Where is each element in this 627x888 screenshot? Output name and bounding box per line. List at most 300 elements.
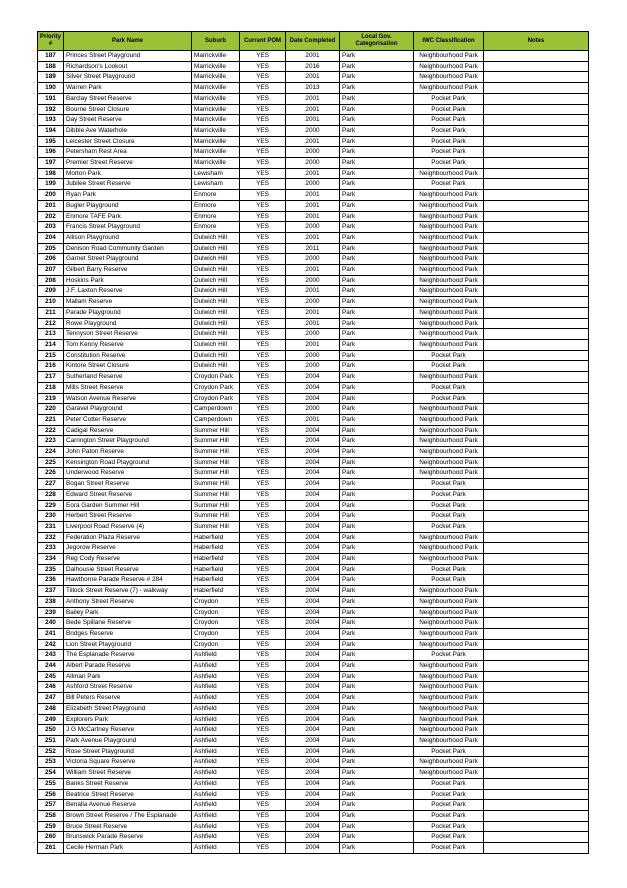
header-notes: Notes bbox=[484, 32, 589, 51]
notes-cell bbox=[484, 318, 589, 329]
iwc-classification-cell: Neighbourhood Park bbox=[414, 404, 484, 415]
current-pom-cell: YES bbox=[240, 158, 286, 169]
priority-cell: 257 bbox=[38, 800, 64, 811]
date-completed-cell: 2004 bbox=[286, 511, 340, 522]
date-completed-cell: 2001 bbox=[286, 104, 340, 115]
priority-cell: 255 bbox=[38, 778, 64, 789]
notes-cell bbox=[484, 661, 589, 672]
iwc-classification-cell: Pocket Park bbox=[414, 147, 484, 158]
notes-cell bbox=[484, 778, 589, 789]
priority-cell: 209 bbox=[38, 286, 64, 297]
categorisation-cell: Park bbox=[340, 147, 414, 158]
iwc-classification-cell: Pocket Park bbox=[414, 136, 484, 147]
date-completed-cell: 2004 bbox=[286, 393, 340, 404]
table-row bbox=[38, 265, 589, 276]
current-pom-cell: YES bbox=[240, 361, 286, 372]
iwc-classification-cell: Pocket Park bbox=[414, 575, 484, 586]
header-current-pom: Current POM bbox=[240, 32, 286, 51]
priority-cell: 230 bbox=[38, 511, 64, 522]
suburb-cell: Dulwich Hill bbox=[192, 361, 240, 372]
iwc-classification-cell: Neighbourhood Park bbox=[414, 51, 484, 62]
iwc-classification-cell: Neighbourhood Park bbox=[414, 757, 484, 768]
suburb-cell: Haberfield bbox=[192, 586, 240, 597]
current-pom-cell: YES bbox=[240, 372, 286, 383]
suburb-cell: Ashfield bbox=[192, 682, 240, 693]
table-row bbox=[38, 468, 589, 479]
park-name-cell: Premier Street Reserve bbox=[64, 158, 192, 169]
suburb-cell: Croydon bbox=[192, 639, 240, 650]
priority-cell: 237 bbox=[38, 586, 64, 597]
iwc-classification-cell: Pocket Park bbox=[414, 778, 484, 789]
park-name-cell: Tom Kenny Reserve bbox=[64, 339, 192, 350]
iwc-classification-cell: Pocket Park bbox=[414, 521, 484, 532]
table-row bbox=[38, 714, 589, 725]
current-pom-cell: YES bbox=[240, 211, 286, 222]
table-row bbox=[38, 83, 589, 94]
iwc-classification-cell: Pocket Park bbox=[414, 361, 484, 372]
notes-cell bbox=[484, 543, 589, 554]
date-completed-cell: 2004 bbox=[286, 810, 340, 821]
iwc-classification-cell: Neighbourhood Park bbox=[414, 211, 484, 222]
table-row bbox=[38, 746, 589, 757]
table-row bbox=[38, 693, 589, 704]
current-pom-cell: YES bbox=[240, 125, 286, 136]
park-name-cell: Dibble Ave Waterhole bbox=[64, 125, 192, 136]
priority-cell: 190 bbox=[38, 83, 64, 94]
priority-cell: 212 bbox=[38, 318, 64, 329]
park-name-cell: Parade Playground bbox=[64, 307, 192, 318]
suburb-cell: Marrickville bbox=[192, 147, 240, 158]
categorisation-cell: Park bbox=[340, 179, 414, 190]
date-completed-cell: 2004 bbox=[286, 618, 340, 629]
notes-cell bbox=[484, 618, 589, 629]
priority-cell: 225 bbox=[38, 457, 64, 468]
date-completed-cell: 2001 bbox=[286, 232, 340, 243]
priority-cell: 259 bbox=[38, 821, 64, 832]
table-row bbox=[38, 586, 589, 597]
iwc-classification-cell: Neighbourhood Park bbox=[414, 543, 484, 554]
priority-cell: 251 bbox=[38, 736, 64, 747]
park-name-cell: Rose Street Playground bbox=[64, 746, 192, 757]
table-row bbox=[38, 457, 589, 468]
current-pom-cell: YES bbox=[240, 115, 286, 126]
notes-cell bbox=[484, 800, 589, 811]
date-completed-cell: 2004 bbox=[286, 382, 340, 393]
park-name-cell: Allison Playground bbox=[64, 232, 192, 243]
suburb-cell: Marrickville bbox=[192, 61, 240, 72]
categorisation-cell: Park bbox=[340, 436, 414, 447]
notes-cell bbox=[484, 693, 589, 704]
priority-cell: 210 bbox=[38, 297, 64, 308]
suburb-cell: Lewisham bbox=[192, 168, 240, 179]
notes-cell bbox=[484, 682, 589, 693]
suburb-cell: Marrickville bbox=[192, 72, 240, 83]
table-row bbox=[38, 297, 589, 308]
table-row bbox=[38, 179, 589, 190]
current-pom-cell: YES bbox=[240, 425, 286, 436]
date-completed-cell: 2000 bbox=[286, 329, 340, 340]
categorisation-cell: Park bbox=[340, 650, 414, 661]
categorisation-cell: Park bbox=[340, 158, 414, 169]
notes-cell bbox=[484, 265, 589, 276]
categorisation-cell: Park bbox=[340, 190, 414, 201]
date-completed-cell: 2004 bbox=[286, 372, 340, 383]
current-pom-cell: YES bbox=[240, 83, 286, 94]
table-row bbox=[38, 404, 589, 415]
iwc-classification-cell: Neighbourhood Park bbox=[414, 414, 484, 425]
iwc-classification-cell: Neighbourhood Park bbox=[414, 682, 484, 693]
notes-cell bbox=[484, 393, 589, 404]
notes-cell bbox=[484, 232, 589, 243]
current-pom-cell: YES bbox=[240, 693, 286, 704]
park-name-cell: Jubilee Street Reserve bbox=[64, 179, 192, 190]
categorisation-cell: Park bbox=[340, 725, 414, 736]
categorisation-cell: Park bbox=[340, 832, 414, 843]
notes-cell bbox=[484, 158, 589, 169]
notes-cell bbox=[484, 51, 589, 62]
park-name-cell: Reg Cody Reserve bbox=[64, 554, 192, 565]
priority-cell: 258 bbox=[38, 810, 64, 821]
table-row bbox=[38, 768, 589, 779]
iwc-classification-cell: Neighbourhood Park bbox=[414, 671, 484, 682]
table-row bbox=[38, 650, 589, 661]
iwc-classification-cell: Neighbourhood Park bbox=[414, 468, 484, 479]
park-name-cell: Petersham Rest Area bbox=[64, 147, 192, 158]
date-completed-cell: 2000 bbox=[286, 275, 340, 286]
iwc-classification-cell: Neighbourhood Park bbox=[414, 190, 484, 201]
iwc-classification-cell: Neighbourhood Park bbox=[414, 254, 484, 265]
current-pom-cell: YES bbox=[240, 72, 286, 83]
notes-cell bbox=[484, 479, 589, 490]
date-completed-cell: 2004 bbox=[286, 671, 340, 682]
iwc-classification-cell: Neighbourhood Park bbox=[414, 83, 484, 94]
current-pom-cell: YES bbox=[240, 447, 286, 458]
notes-cell bbox=[484, 425, 589, 436]
priority-cell: 246 bbox=[38, 682, 64, 693]
notes-cell bbox=[484, 521, 589, 532]
categorisation-cell: Park bbox=[340, 736, 414, 747]
categorisation-cell: Park bbox=[340, 211, 414, 222]
priority-cell: 236 bbox=[38, 575, 64, 586]
table-row bbox=[38, 521, 589, 532]
suburb-cell: Summer Hill bbox=[192, 500, 240, 511]
date-completed-cell: 2001 bbox=[286, 72, 340, 83]
priority-cell: 240 bbox=[38, 618, 64, 629]
categorisation-cell: Park bbox=[340, 768, 414, 779]
priority-cell: 214 bbox=[38, 339, 64, 350]
notes-cell bbox=[484, 821, 589, 832]
table-row bbox=[38, 661, 589, 672]
categorisation-cell: Park bbox=[340, 136, 414, 147]
priority-cell: 218 bbox=[38, 382, 64, 393]
priority-cell: 239 bbox=[38, 607, 64, 618]
current-pom-cell: YES bbox=[240, 265, 286, 276]
current-pom-cell: YES bbox=[240, 200, 286, 211]
park-name-cell: Beatrice Street Reserve bbox=[64, 789, 192, 800]
current-pom-cell: YES bbox=[240, 190, 286, 201]
categorisation-cell: Park bbox=[340, 671, 414, 682]
current-pom-cell: YES bbox=[240, 61, 286, 72]
park-name-cell: Allman Park bbox=[64, 671, 192, 682]
iwc-classification-cell: Neighbourhood Park bbox=[414, 168, 484, 179]
categorisation-cell: Park bbox=[340, 361, 414, 372]
park-name-cell: Hawthorne Parade Reserve # 284 bbox=[64, 575, 192, 586]
notes-cell bbox=[484, 339, 589, 350]
table-row bbox=[38, 339, 589, 350]
date-completed-cell: 2001 bbox=[286, 93, 340, 104]
park-name-cell: Eora Garden Summer Hill bbox=[64, 500, 192, 511]
current-pom-cell: YES bbox=[240, 810, 286, 821]
park-name-cell: Explorers Park bbox=[64, 714, 192, 725]
priority-cell: 216 bbox=[38, 361, 64, 372]
suburb-cell: Ashfield bbox=[192, 821, 240, 832]
categorisation-cell: Park bbox=[340, 821, 414, 832]
date-completed-cell: 2004 bbox=[286, 607, 340, 618]
iwc-classification-cell: Neighbourhood Park bbox=[414, 457, 484, 468]
current-pom-cell: YES bbox=[240, 136, 286, 147]
park-name-cell: Silver Street Playground bbox=[64, 72, 192, 83]
park-name-cell: Brunswick Parade Reserve bbox=[64, 832, 192, 843]
suburb-cell: Ashfield bbox=[192, 810, 240, 821]
table-row bbox=[38, 757, 589, 768]
categorisation-cell: Park bbox=[340, 564, 414, 575]
suburb-cell: Marrickville bbox=[192, 83, 240, 94]
suburb-cell: Ashfield bbox=[192, 725, 240, 736]
suburb-cell: Ashfield bbox=[192, 800, 240, 811]
priority-cell: 223 bbox=[38, 436, 64, 447]
iwc-classification-cell: Neighbourhood Park bbox=[414, 618, 484, 629]
priority-cell: 243 bbox=[38, 650, 64, 661]
categorisation-cell: Park bbox=[340, 628, 414, 639]
date-completed-cell: 2004 bbox=[286, 628, 340, 639]
iwc-classification-cell: Neighbourhood Park bbox=[414, 736, 484, 747]
date-completed-cell: 2004 bbox=[286, 736, 340, 747]
current-pom-cell: YES bbox=[240, 703, 286, 714]
date-completed-cell: 2011 bbox=[286, 243, 340, 254]
table-row bbox=[38, 51, 589, 62]
priority-cell: 211 bbox=[38, 307, 64, 318]
notes-cell bbox=[484, 457, 589, 468]
iwc-classification-cell: Neighbourhood Park bbox=[414, 436, 484, 447]
current-pom-cell: YES bbox=[240, 93, 286, 104]
current-pom-cell: YES bbox=[240, 254, 286, 265]
park-name-cell: John Paton Reserve bbox=[64, 447, 192, 458]
suburb-cell: Dulwich Hill bbox=[192, 339, 240, 350]
park-name-cell: Kintore Street Closure bbox=[64, 361, 192, 372]
priority-cell: 221 bbox=[38, 414, 64, 425]
park-name-cell: Hoskins Park bbox=[64, 275, 192, 286]
suburb-cell: Ashfield bbox=[192, 832, 240, 843]
date-completed-cell: 2000 bbox=[286, 361, 340, 372]
date-completed-cell: 2001 bbox=[286, 136, 340, 147]
suburb-cell: Haberfield bbox=[192, 532, 240, 543]
categorisation-cell: Park bbox=[340, 318, 414, 329]
park-name-cell: Sutherland Reserve bbox=[64, 372, 192, 383]
date-completed-cell: 2004 bbox=[286, 596, 340, 607]
suburb-cell: Enmore bbox=[192, 190, 240, 201]
notes-cell bbox=[484, 671, 589, 682]
current-pom-cell: YES bbox=[240, 671, 286, 682]
categorisation-cell: Park bbox=[340, 83, 414, 94]
current-pom-cell: YES bbox=[240, 843, 286, 854]
priority-cell: 198 bbox=[38, 168, 64, 179]
categorisation-cell: Park bbox=[340, 393, 414, 404]
notes-cell bbox=[484, 500, 589, 511]
table-row bbox=[38, 254, 589, 265]
suburb-cell: Croydon bbox=[192, 596, 240, 607]
categorisation-cell: Park bbox=[340, 329, 414, 340]
suburb-cell: Summer Hill bbox=[192, 479, 240, 490]
categorisation-cell: Park bbox=[340, 222, 414, 233]
park-name-cell: J G McCartney Reserve bbox=[64, 725, 192, 736]
suburb-cell: Ashfield bbox=[192, 703, 240, 714]
priority-cell: 188 bbox=[38, 61, 64, 72]
current-pom-cell: YES bbox=[240, 596, 286, 607]
categorisation-cell: Park bbox=[340, 479, 414, 490]
suburb-cell: Summer Hill bbox=[192, 457, 240, 468]
date-completed-cell: 2004 bbox=[286, 457, 340, 468]
categorisation-cell: Park bbox=[340, 425, 414, 436]
notes-cell bbox=[484, 511, 589, 522]
suburb-cell: Ashfield bbox=[192, 714, 240, 725]
iwc-classification-cell: Neighbourhood Park bbox=[414, 639, 484, 650]
notes-cell bbox=[484, 650, 589, 661]
categorisation-cell: Park bbox=[340, 543, 414, 554]
table-row bbox=[38, 136, 589, 147]
iwc-classification-cell: Neighbourhood Park bbox=[414, 714, 484, 725]
priority-cell: 235 bbox=[38, 564, 64, 575]
iwc-classification-cell: Pocket Park bbox=[414, 382, 484, 393]
notes-cell bbox=[484, 554, 589, 565]
suburb-cell: Ashfield bbox=[192, 693, 240, 704]
suburb-cell: Ashfield bbox=[192, 757, 240, 768]
notes-cell bbox=[484, 275, 589, 286]
table-row bbox=[38, 158, 589, 169]
iwc-classification-cell: Pocket Park bbox=[414, 179, 484, 190]
date-completed-cell: 2001 bbox=[286, 168, 340, 179]
suburb-cell: Haberfield bbox=[192, 564, 240, 575]
notes-cell bbox=[484, 83, 589, 94]
current-pom-cell: YES bbox=[240, 222, 286, 233]
current-pom-cell: YES bbox=[240, 382, 286, 393]
iwc-classification-cell: Pocket Park bbox=[414, 746, 484, 757]
priority-cell: 231 bbox=[38, 521, 64, 532]
iwc-classification-cell: Pocket Park bbox=[414, 789, 484, 800]
categorisation-cell: Park bbox=[340, 232, 414, 243]
iwc-classification-cell: Neighbourhood Park bbox=[414, 372, 484, 383]
categorisation-cell: Park bbox=[340, 843, 414, 854]
date-completed-cell: 2004 bbox=[286, 714, 340, 725]
current-pom-cell: YES bbox=[240, 789, 286, 800]
current-pom-cell: YES bbox=[240, 618, 286, 629]
current-pom-cell: YES bbox=[240, 650, 286, 661]
iwc-classification-cell: Neighbourhood Park bbox=[414, 329, 484, 340]
notes-cell bbox=[484, 789, 589, 800]
iwc-classification-cell: Pocket Park bbox=[414, 810, 484, 821]
suburb-cell: Summer Hill bbox=[192, 447, 240, 458]
current-pom-cell: YES bbox=[240, 350, 286, 361]
priority-cell: 196 bbox=[38, 147, 64, 158]
table-row bbox=[38, 821, 589, 832]
park-name-cell: Lion Street Playground bbox=[64, 639, 192, 650]
iwc-classification-cell: Pocket Park bbox=[414, 125, 484, 136]
suburb-cell: Ashfield bbox=[192, 650, 240, 661]
priority-cell: 203 bbox=[38, 222, 64, 233]
park-name-cell: Richardson's Lookout bbox=[64, 61, 192, 72]
park-name-cell: Bill Peters Reserve bbox=[64, 693, 192, 704]
header-local-gov: Local Gov. Categorisation bbox=[340, 32, 414, 51]
table-row bbox=[38, 414, 589, 425]
suburb-cell: Marrickville bbox=[192, 93, 240, 104]
current-pom-cell: YES bbox=[240, 318, 286, 329]
date-completed-cell: 2004 bbox=[286, 586, 340, 597]
park-name-cell: Ryan Park bbox=[64, 190, 192, 201]
categorisation-cell: Park bbox=[340, 457, 414, 468]
priority-cell: 220 bbox=[38, 404, 64, 415]
priority-cell: 252 bbox=[38, 746, 64, 757]
priority-cell: 199 bbox=[38, 179, 64, 190]
suburb-cell: Dulwich Hill bbox=[192, 254, 240, 265]
categorisation-cell: Park bbox=[340, 115, 414, 126]
categorisation-cell: Park bbox=[340, 307, 414, 318]
date-completed-cell: 2000 bbox=[286, 147, 340, 158]
park-name-cell: Morton Park bbox=[64, 168, 192, 179]
categorisation-cell: Park bbox=[340, 125, 414, 136]
suburb-cell: Dulwich Hill bbox=[192, 307, 240, 318]
date-completed-cell: 2004 bbox=[286, 746, 340, 757]
date-completed-cell: 2004 bbox=[286, 661, 340, 672]
iwc-classification-cell: Neighbourhood Park bbox=[414, 318, 484, 329]
table-row bbox=[38, 479, 589, 490]
header-park-name: Park Name bbox=[64, 32, 192, 51]
current-pom-cell: YES bbox=[240, 500, 286, 511]
iwc-classification-cell: Neighbourhood Park bbox=[414, 61, 484, 72]
park-name-cell: Mills Street Reserve bbox=[64, 382, 192, 393]
notes-cell bbox=[484, 190, 589, 201]
current-pom-cell: YES bbox=[240, 51, 286, 62]
notes-cell bbox=[484, 93, 589, 104]
table-row bbox=[38, 447, 589, 458]
park-name-cell: Park Avenue Playground bbox=[64, 736, 192, 747]
park-name-cell: Bugler Playground bbox=[64, 200, 192, 211]
park-name-cell: The Esplanade Reserve bbox=[64, 650, 192, 661]
iwc-classification-cell: Pocket Park bbox=[414, 650, 484, 661]
park-name-cell: Liverpool Road Reserve (4) bbox=[64, 521, 192, 532]
suburb-cell: Croydon Park bbox=[192, 382, 240, 393]
park-name-cell: Federation Plaza Reserve bbox=[64, 532, 192, 543]
park-name-cell: Cadigal Reserve bbox=[64, 425, 192, 436]
park-name-cell: Bourne Street Closure bbox=[64, 104, 192, 115]
current-pom-cell: YES bbox=[240, 543, 286, 554]
iwc-classification-cell: Neighbourhood Park bbox=[414, 607, 484, 618]
notes-cell bbox=[484, 607, 589, 618]
categorisation-cell: Park bbox=[340, 61, 414, 72]
notes-cell bbox=[484, 746, 589, 757]
priority-cell: 205 bbox=[38, 243, 64, 254]
suburb-cell: Marrickville bbox=[192, 115, 240, 126]
date-completed-cell: 2000 bbox=[286, 254, 340, 265]
suburb-cell: Dulwich Hill bbox=[192, 297, 240, 308]
priority-cell: 192 bbox=[38, 104, 64, 115]
park-name-cell: Peter Cotter Reserve bbox=[64, 414, 192, 425]
table-row bbox=[38, 564, 589, 575]
park-name-cell: Herbert Street Reserve bbox=[64, 511, 192, 522]
iwc-classification-cell: Neighbourhood Park bbox=[414, 297, 484, 308]
suburb-cell: Dulwich Hill bbox=[192, 318, 240, 329]
suburb-cell: Ashfield bbox=[192, 778, 240, 789]
current-pom-cell: YES bbox=[240, 607, 286, 618]
notes-cell bbox=[484, 200, 589, 211]
